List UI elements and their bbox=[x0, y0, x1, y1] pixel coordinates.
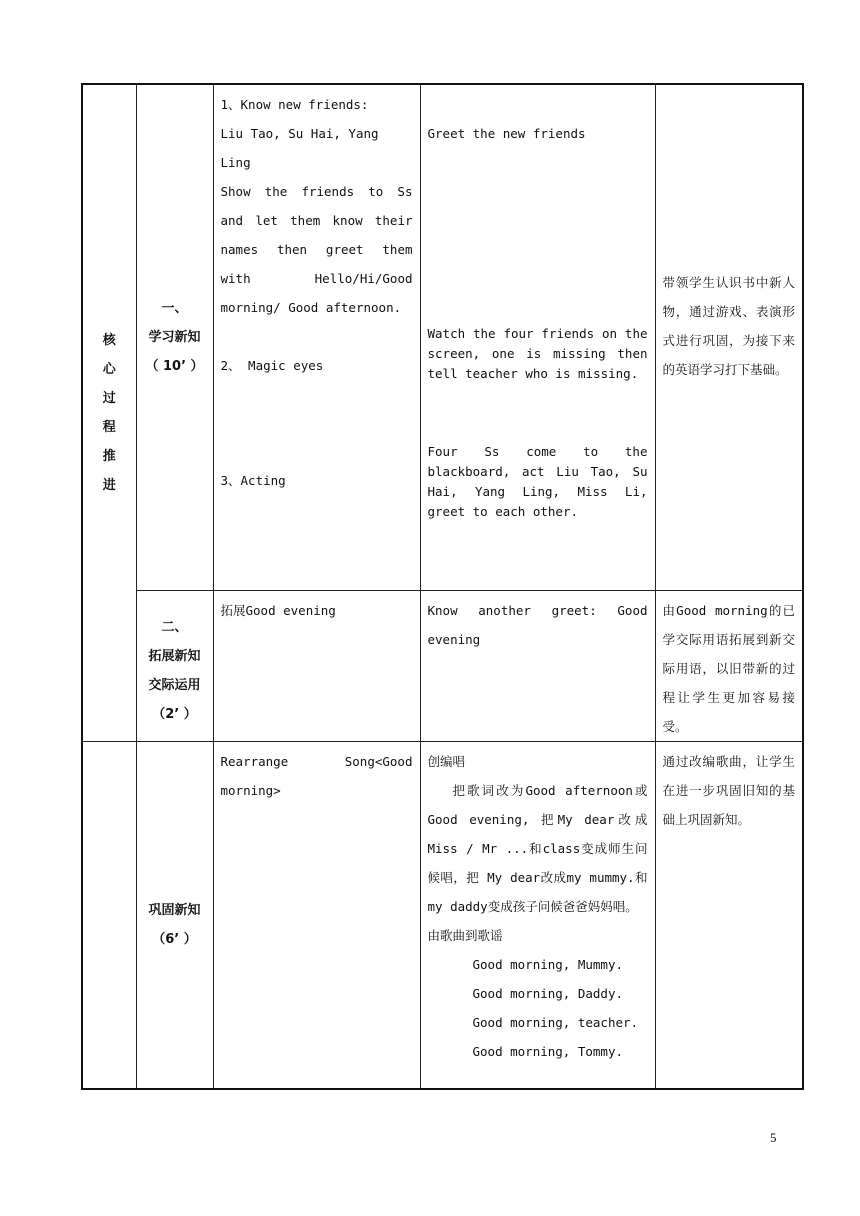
student-activity-cell bbox=[420, 84, 655, 590]
teacher-activity-cell bbox=[213, 84, 420, 590]
purpose-cell bbox=[655, 741, 803, 1089]
section-label: 一、 学习新知 （ 10’ ） bbox=[145, 300, 204, 374]
rhyme-heading: 由歌曲到歌谣 bbox=[427, 927, 503, 943]
purpose-cell bbox=[655, 590, 803, 741]
table-row bbox=[82, 84, 803, 590]
activity-title: 3、Acting bbox=[220, 473, 286, 488]
page-number: 5 bbox=[770, 1130, 777, 1145]
rhyme-line: Good morning, teacher. bbox=[472, 1014, 639, 1030]
stage-cell bbox=[82, 741, 136, 1089]
purpose-text: 由Good morning的已学交际用语拓展到新交际用语，以旧带新的过程让学生更加容易接受。 bbox=[662, 602, 795, 734]
student-activity-cell bbox=[420, 590, 655, 741]
section-label-cell bbox=[136, 741, 213, 1089]
student-activity: Know another greet: Good evening bbox=[427, 602, 648, 647]
teacher-activity: Rearrange Song<Good morning> bbox=[220, 753, 413, 798]
section-label-cell bbox=[136, 84, 213, 590]
section-label: 巩固新知 （6’ ） bbox=[148, 902, 201, 947]
student-activity-cell bbox=[420, 741, 655, 1089]
teacher-activity-cell bbox=[213, 590, 420, 741]
activity-title: 2、 Magic eyes bbox=[220, 358, 324, 373]
purpose-text: 通过改编歌曲，让学生在进一步巩固旧知的基础上巩固新知。 bbox=[662, 753, 795, 827]
purpose-text: 带领学生认识书中新人物，通过游戏、表演形式进行巩固，为接下来的英语学习打下基础。 bbox=[662, 275, 795, 377]
purpose-cell bbox=[655, 84, 803, 590]
rhyme-line: Good morning, Daddy. bbox=[472, 985, 624, 1001]
lesson-plan-table bbox=[81, 83, 804, 1090]
teacher-activity-cell bbox=[213, 741, 420, 1089]
student-activity: Four Ss come to the blackboard, act Liu Tao, Su Hai, Yang Ling, Miss Li, greet to each other. bbox=[427, 444, 648, 519]
section-label: 二、 拓展新知 交际运用 （2’ ） bbox=[148, 619, 201, 722]
activity-title: 1、Know new friends: bbox=[220, 97, 369, 112]
stage-cell bbox=[82, 84, 136, 741]
section-label-cell bbox=[136, 590, 213, 741]
rhyme-line: Good morning, Mummy. bbox=[472, 956, 624, 972]
rhyme-line: Good morning, Tommy. bbox=[472, 1043, 624, 1059]
stage-label: 核心过程推进 bbox=[102, 332, 116, 493]
student-activity: 把歌词改为Good afternoon或Good evening, 把My dear改成Miss / Mr ...和class变成师生问候唱，把 My dear改成my mummy.和my daddy变成孩子问候爸爸妈妈唱。 bbox=[427, 782, 648, 914]
teacher-activity: 拓展Good evening bbox=[220, 602, 336, 618]
table-row bbox=[82, 590, 803, 741]
activity-description: Show the friends to Ss and let them know their names then greet them with Hello/Hi/Good morning/ Good afternoon. bbox=[220, 184, 413, 315]
student-activity: Watch the four friends on the screen, one is missing then tell teacher who is missing. bbox=[427, 326, 648, 381]
student-activity-heading: 创编唱 bbox=[427, 753, 466, 769]
student-activity: Greet the new friends bbox=[427, 126, 586, 141]
friend-names: Liu Tao, Su Hai, Yang Ling bbox=[220, 126, 379, 170]
table-row bbox=[82, 741, 803, 1089]
